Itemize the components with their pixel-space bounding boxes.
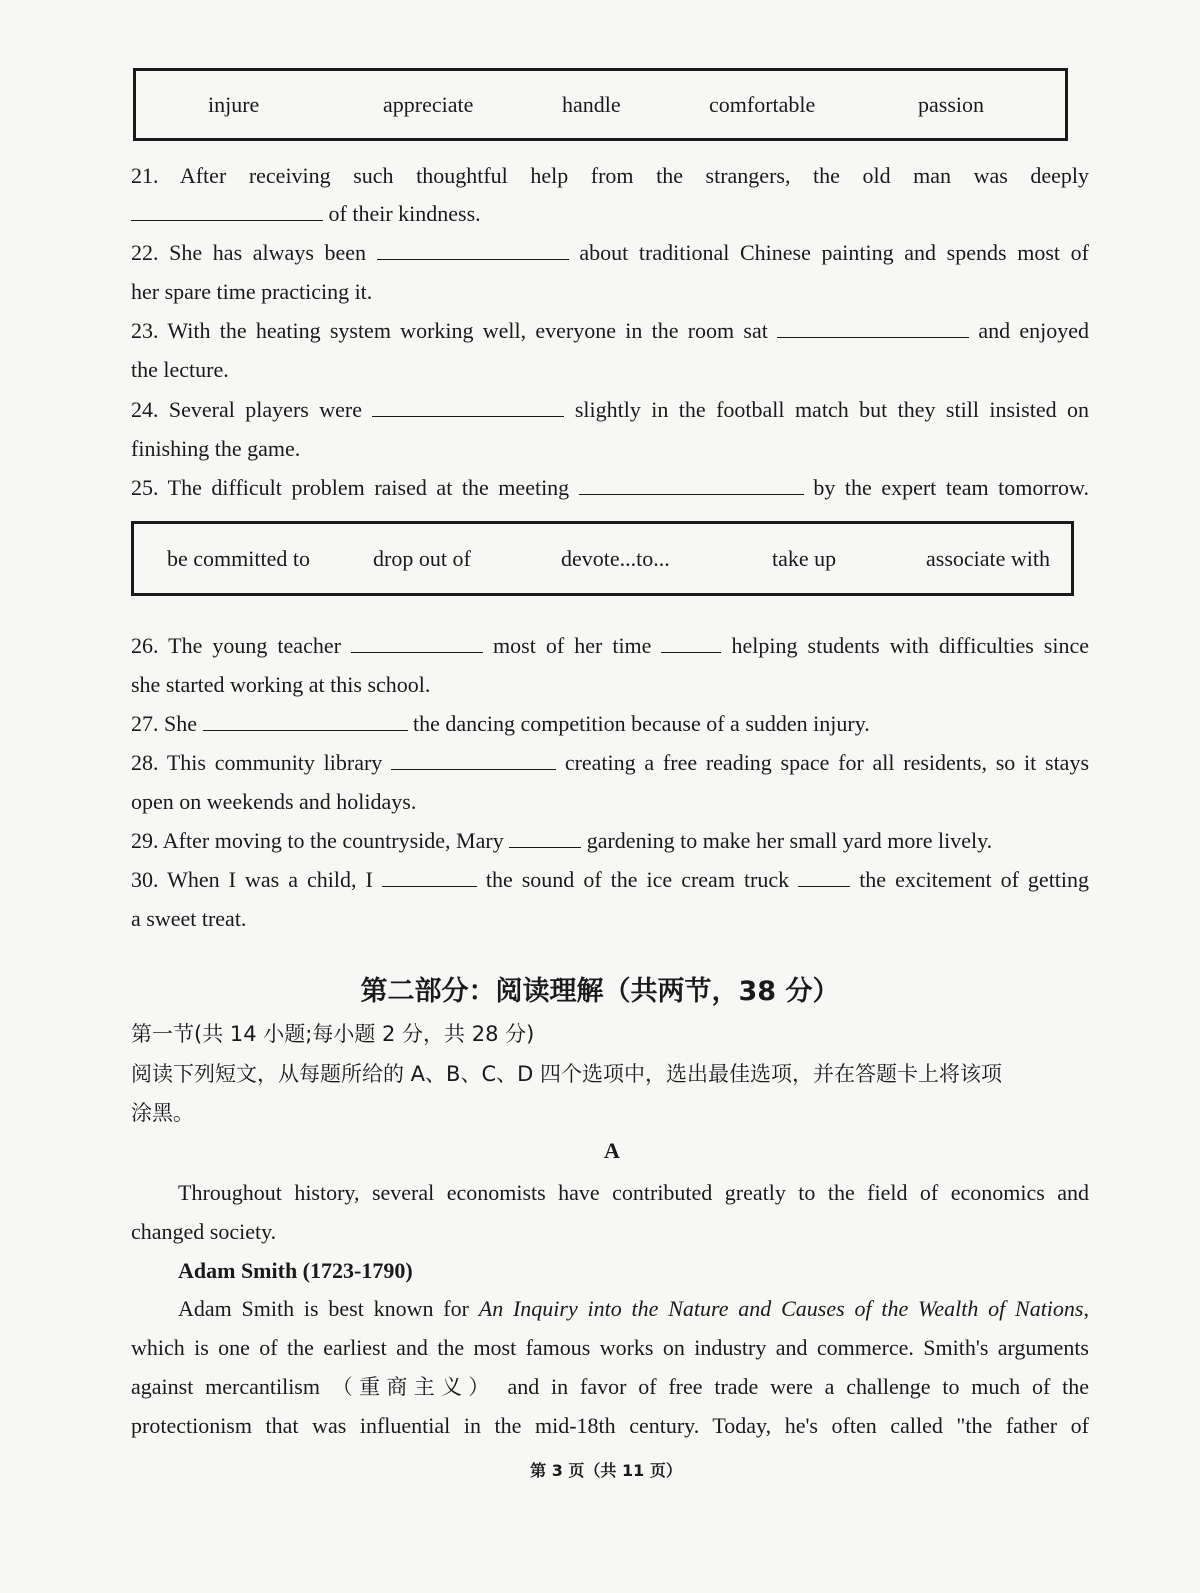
question-text: the excitement of getting — [859, 867, 1090, 892]
passage-label: A — [604, 1138, 620, 1163]
phrase-option: drop out of — [373, 545, 471, 571]
question-text: of their kindness. — [328, 201, 481, 226]
question-text: 23. With the heating system working well, everyone in the room sat — [131, 318, 768, 343]
question-28-line1 — [131, 749, 1089, 777]
word-option: comfortable — [709, 91, 816, 117]
passage-text: against mercantilism — [131, 1374, 320, 1399]
question-text: 22. She has always been — [131, 240, 367, 265]
question-text: the dancing competition because of a sudden injury. — [413, 711, 870, 736]
question-21-line1: 21. After receiving such thoughtful help from the strangers, the old man was deeply — [131, 163, 1089, 188]
answer-blank[interactable] — [382, 866, 477, 887]
question-text: 25. The difficult problem raised at the meeting — [131, 475, 570, 500]
passage-p1-line3 — [131, 1373, 1089, 1401]
question-28-line2: open on weekends and holidays. — [131, 789, 417, 814]
book-title: An Inquiry into the Nature and Causes of the Wealth of Nations — [478, 1296, 1084, 1321]
section-title: 第二部分：阅读理解（共两节，38 分） — [360, 976, 840, 1007]
question-text: gardening to make her small yard more lively. — [586, 828, 993, 853]
question-24-line1 — [131, 396, 1089, 424]
question-text: 26. The young teacher — [131, 633, 341, 658]
passage-text: Adam Smith is best known for — [178, 1296, 479, 1321]
answer-blank[interactable] — [131, 200, 323, 221]
question-text: slightly in the football match but they still insisted on — [574, 397, 1090, 422]
question-text: 30. When I was a child, I — [131, 867, 373, 892]
answer-blank[interactable] — [509, 827, 581, 848]
answer-blank[interactable] — [391, 749, 556, 770]
answer-blank[interactable] — [372, 396, 564, 417]
phrase-option: take up — [772, 545, 837, 571]
question-text: and enjoyed — [978, 318, 1090, 343]
question-text: about traditional Chinese painting and spends most of — [579, 240, 1089, 265]
chinese-gloss: （重商主义） — [331, 1375, 496, 1399]
passage-intro-line1: Throughout history, several economists have contributed greatly to the field of economics and — [178, 1180, 1089, 1205]
instruction-line1: 阅读下列短文，从每题所给的 A、B、C、D 四个选项中，选出最佳选项，并在答题卡上将该项 — [131, 1062, 1002, 1086]
question-text: 24. Several players were — [131, 397, 362, 422]
answer-blank[interactable] — [661, 632, 721, 653]
passage-p1-line2: which is one of the earliest and the most famous works on industry and commerce. Smith's arguments — [131, 1335, 1089, 1360]
passage-text: and in favor of free trade were a challenge to much of the — [507, 1374, 1089, 1399]
word-bank-1 — [133, 68, 1068, 141]
question-text: the sound of the ice cream truck — [485, 867, 790, 892]
word-option: appreciate — [383, 91, 474, 117]
word-option: passion — [918, 91, 984, 117]
passage-p1-line1 — [131, 1295, 1089, 1323]
phrase-option: be committed to — [167, 545, 310, 571]
question-26-line1 — [131, 632, 1089, 660]
question-text: 29. After moving to the countryside, Mary — [131, 828, 504, 853]
word-bank-2 — [131, 521, 1074, 596]
question-24-line2: finishing the game. — [131, 436, 301, 461]
question-25-line1 — [131, 474, 1089, 502]
phrase-option: devote...to... — [561, 545, 670, 571]
question-23-line2: the lecture. — [131, 357, 229, 382]
answer-blank[interactable] — [798, 866, 850, 887]
question-text: by the expert team tomorrow. — [813, 475, 1089, 500]
page-footer: 第 3 页（共 11 页） — [530, 1461, 682, 1480]
answer-blank[interactable] — [351, 632, 483, 653]
question-text: helping students with difficulties since — [731, 633, 1090, 658]
section-subtitle: 第一节(共 14 小题;每小题 2 分，共 28 分) — [131, 1022, 535, 1046]
instruction-line2: 涂黑。 — [131, 1101, 194, 1125]
question-text: 27. She — [131, 711, 197, 736]
answer-blank[interactable] — [579, 474, 804, 495]
word-option: injure — [208, 91, 260, 117]
passage-p1-line4: protectionism that was influential in the mid-18th century. Today, he's often called "the father of — [131, 1413, 1089, 1438]
phrase-option: associate with — [926, 545, 1051, 571]
answer-blank[interactable] — [203, 710, 408, 731]
question-30-line1 — [131, 866, 1089, 894]
word-option: handle — [562, 91, 621, 117]
passage-text: , — [1083, 1296, 1089, 1321]
answer-blank[interactable] — [377, 239, 569, 260]
question-22-line2: her spare time practicing it. — [131, 279, 373, 304]
question-text: most of her time — [493, 633, 652, 658]
passage-heading: Adam Smith (1723-1790) — [178, 1258, 413, 1283]
question-23-line1 — [131, 317, 1089, 345]
passage-intro-line2: changed society. — [131, 1219, 277, 1244]
question-27-line1 — [131, 710, 1089, 738]
question-text: 28. This community library — [131, 750, 383, 775]
answer-blank[interactable] — [777, 317, 969, 338]
question-text: creating a free reading space for all residents, so it stays — [564, 750, 1090, 775]
question-30-line2: a sweet treat. — [131, 906, 247, 931]
question-22-line1 — [131, 239, 1089, 267]
question-26-line2: she started working at this school. — [131, 672, 431, 697]
question-29-line1 — [131, 827, 1089, 855]
question-21-line2 — [131, 200, 1089, 228]
